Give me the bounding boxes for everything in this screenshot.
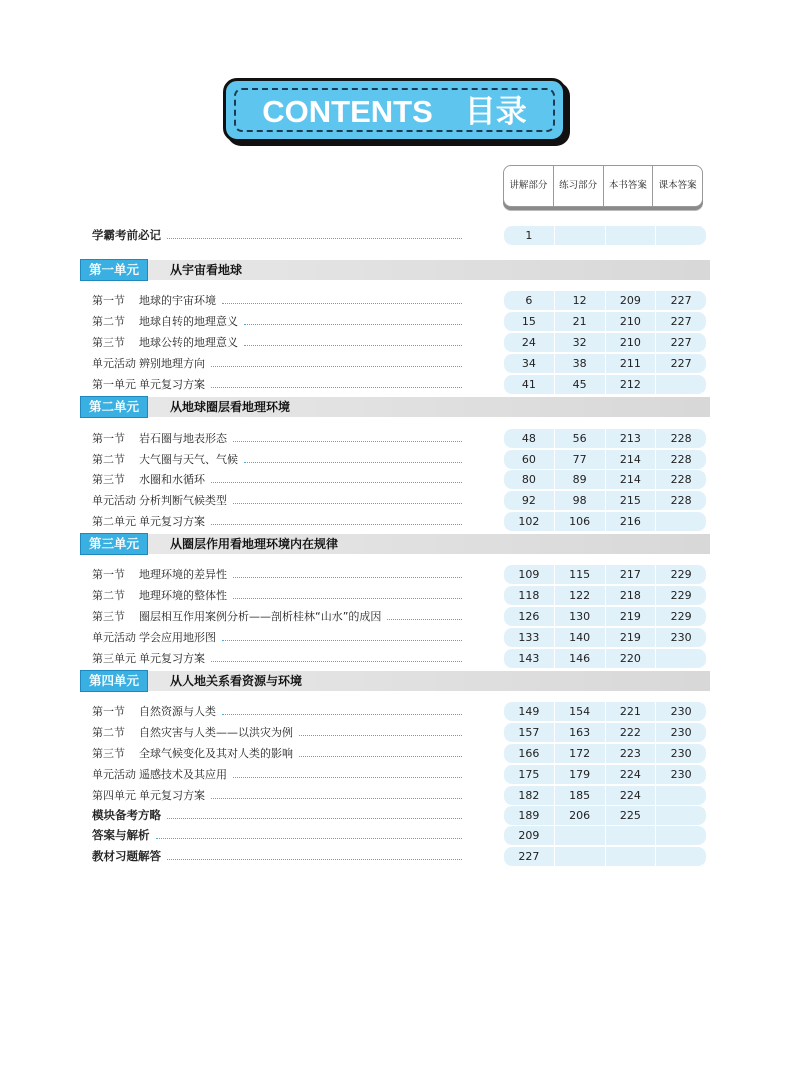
- unit-header[interactable]: [80, 397, 710, 417]
- page-number-cells: [504, 586, 706, 605]
- toc-row[interactable]: [92, 826, 706, 845]
- toc-row[interactable]: [92, 354, 706, 373]
- toc-row-title: 学会应用地形图: [139, 631, 216, 644]
- page-practice: 106: [555, 512, 606, 531]
- column-header-explain: 讲解部分: [504, 166, 554, 206]
- page-practice: 146: [555, 649, 606, 668]
- page-book-answer: [606, 847, 657, 866]
- toc-row-label: 单元活动: [92, 768, 136, 781]
- page-book-answer: 225: [606, 806, 657, 825]
- page-number-cells: [504, 226, 706, 245]
- page-explain: 182: [504, 786, 555, 805]
- page-explain: 157: [504, 723, 555, 742]
- toc-row-label: 答案与解析: [92, 828, 150, 842]
- leader-dots: [211, 366, 462, 367]
- page-number-cells: [504, 333, 706, 352]
- page-number-cells: [504, 312, 706, 331]
- page-explain: 209: [504, 826, 555, 845]
- page-number-cells: [504, 847, 706, 866]
- leader-dots: [244, 324, 462, 325]
- page-number-cells: [504, 702, 706, 721]
- page-book-answer: 210: [606, 312, 657, 331]
- page-explain: 149: [504, 702, 555, 721]
- page-explain: 166: [504, 744, 555, 763]
- leader-dots: [167, 859, 462, 860]
- page-explain: 102: [504, 512, 555, 531]
- page-textbook-answer: [656, 826, 706, 845]
- toc-row[interactable]: [92, 702, 706, 721]
- toc-row-label: 第三单元: [92, 652, 136, 665]
- toc-row-label: 第一单元: [92, 378, 136, 391]
- page-book-answer: 217: [606, 565, 657, 584]
- page-number-cells: [504, 375, 706, 394]
- toc-row-title: 岩石圈与地表形态: [139, 432, 227, 445]
- page-book-answer: 220: [606, 649, 657, 668]
- page-book-answer: 224: [606, 786, 657, 805]
- toc-row[interactable]: [92, 628, 706, 647]
- page-practice: 154: [555, 702, 606, 721]
- toc-row-title: 自然灾害与人类——以洪灾为例: [139, 726, 293, 739]
- page-explain: 175: [504, 765, 555, 784]
- page-practice: 98: [555, 491, 606, 510]
- leader-dots: [211, 661, 462, 662]
- page-explain: 133: [504, 628, 555, 647]
- page-textbook-answer: [656, 512, 706, 531]
- leader-dots: [222, 303, 462, 304]
- page-practice: 21: [555, 312, 606, 331]
- leader-dots: [233, 503, 462, 504]
- unit-badge: 第二单元: [80, 396, 148, 418]
- page-explain: 1: [504, 226, 555, 245]
- unit-badge: 第四单元: [80, 670, 148, 692]
- page-practice: 12: [555, 291, 606, 310]
- page-number-cells: [504, 429, 706, 448]
- page-explain: 34: [504, 354, 555, 373]
- page-textbook-answer: 230: [670, 747, 692, 760]
- leader-dots: [233, 577, 462, 578]
- page-textbook-answer: 228: [670, 432, 692, 445]
- unit-badge: 第三单元: [80, 533, 148, 555]
- page-explain: 143: [504, 649, 555, 668]
- toc-row-title: 自然资源与人类: [139, 705, 216, 718]
- toc-row-label: 单元活动: [92, 357, 136, 370]
- leader-dots: [211, 482, 462, 483]
- page-number-cells: [504, 512, 706, 531]
- page-textbook-answer: 230: [670, 705, 692, 718]
- page-book-answer: 223: [606, 744, 657, 763]
- page-practice: 38: [555, 354, 606, 373]
- unit-badge: 第一单元: [80, 259, 148, 281]
- page-textbook-answer: 229: [670, 610, 692, 623]
- toc-row[interactable]: [92, 312, 706, 331]
- page-explain: 24: [504, 333, 555, 352]
- toc-row-title: 遥感技术及其应用: [139, 768, 227, 781]
- page-book-answer: 214: [606, 470, 657, 489]
- page-book-answer: 219: [606, 607, 657, 626]
- leader-dots: [244, 345, 462, 346]
- page-textbook-answer: 228: [670, 494, 692, 507]
- page-textbook-answer: 227: [670, 336, 692, 349]
- page-explain: 15: [504, 312, 555, 331]
- page-explain: 227: [504, 847, 555, 866]
- toc-row[interactable]: [92, 744, 706, 763]
- toc-row[interactable]: [92, 291, 706, 310]
- toc-row[interactable]: [92, 765, 706, 784]
- page-textbook-answer: [656, 649, 706, 668]
- page-number-cells: [504, 826, 706, 845]
- page-book-answer: 214: [606, 450, 657, 469]
- toc-row-label: 第四单元: [92, 789, 136, 802]
- page-book-answer: 221: [606, 702, 657, 721]
- page-book-answer: 212: [606, 375, 657, 394]
- page-book-answer: 215: [606, 491, 657, 510]
- page-practice: 172: [555, 744, 606, 763]
- toc-row-label: 第三节: [92, 336, 125, 349]
- page-book-answer: [606, 226, 657, 245]
- toc-row-label: 教材习题解答: [92, 849, 161, 863]
- page-number-cells: [504, 450, 706, 469]
- toc-row-title: 单元复习方案: [139, 515, 205, 528]
- title-en: CONTENTS: [262, 94, 433, 129]
- page-book-answer: 216: [606, 512, 657, 531]
- toc-row-label: 模块备考方略: [92, 808, 161, 822]
- toc-row-title: 地理环境的整体性: [139, 589, 227, 602]
- page-practice: 140: [555, 628, 606, 647]
- toc-row-label: 第一节: [92, 705, 125, 718]
- toc-row[interactable]: [92, 450, 706, 469]
- toc-row-label: 第一节: [92, 432, 125, 445]
- toc-row[interactable]: [92, 586, 706, 605]
- page-number-cells: [504, 354, 706, 373]
- page-textbook-answer: 227: [670, 315, 692, 328]
- toc-row[interactable]: [92, 649, 706, 668]
- page-practice: 130: [555, 607, 606, 626]
- page-number-cells: [504, 723, 706, 742]
- unit-header[interactable]: [80, 534, 710, 554]
- page-book-answer: [606, 826, 657, 845]
- page-practice: [555, 226, 606, 245]
- page-explain: 109: [504, 565, 555, 584]
- toc-row-label: 第一节: [92, 568, 125, 581]
- leader-dots: [299, 735, 462, 736]
- page-practice: [555, 847, 606, 866]
- leader-dots: [233, 598, 462, 599]
- toc-row-title: 地球的宇宙环境: [139, 294, 216, 307]
- column-header-book-answers: 本书答案: [604, 166, 654, 206]
- unit-header[interactable]: [80, 671, 710, 691]
- page-textbook-answer: [656, 806, 706, 825]
- toc-row[interactable]: [92, 512, 706, 531]
- page-book-answer: 209: [606, 291, 657, 310]
- toc-row-label: 第一节: [92, 294, 125, 307]
- page-book-answer: 222: [606, 723, 657, 742]
- toc-row-title: 单元复习方案: [139, 652, 205, 665]
- page-explain: 80: [504, 470, 555, 489]
- leader-dots: [156, 838, 462, 839]
- toc-row-title: 地球自转的地理意义: [139, 315, 238, 328]
- contents-banner: [223, 78, 566, 142]
- title-cn: 目录: [464, 94, 527, 130]
- toc-row-title: 单元复习方案: [139, 378, 205, 391]
- toc-row[interactable]: [92, 333, 706, 352]
- column-header-practice: 练习部分: [554, 166, 604, 206]
- toc-row-label: 单元活动: [92, 494, 136, 507]
- toc-row[interactable]: [92, 786, 706, 805]
- page-explain: 126: [504, 607, 555, 626]
- toc-row-title: 辨别地理方向: [139, 357, 205, 370]
- toc-row-title: 地球公转的地理意义: [139, 336, 238, 349]
- leader-dots: [233, 441, 462, 442]
- page-number-cells: [504, 786, 706, 805]
- toc-row[interactable]: [92, 470, 706, 489]
- toc-row-title: 分析判断气候类型: [139, 494, 227, 507]
- toc-row-title: 单元复习方案: [139, 789, 205, 802]
- page-number-cells: [504, 470, 706, 489]
- page-practice: 122: [555, 586, 606, 605]
- page-practice: 179: [555, 765, 606, 784]
- page-number-cells: [504, 744, 706, 763]
- page-textbook-answer: 227: [670, 357, 692, 370]
- leader-dots: [244, 462, 462, 463]
- page-textbook-answer: [656, 847, 706, 866]
- toc-row-label: 单元活动: [92, 631, 136, 644]
- toc-row-label: 第三节: [92, 473, 125, 486]
- toc-row[interactable]: [92, 491, 706, 510]
- toc-row-label: 学霸考前必记: [92, 228, 161, 242]
- page-practice: [555, 826, 606, 845]
- page-number-cells: [504, 291, 706, 310]
- unit-title: 从人地关系看资源与环境: [170, 674, 303, 688]
- leader-dots: [299, 756, 462, 757]
- toc-row-label: 第三节: [92, 610, 125, 623]
- page-book-answer: 211: [606, 354, 657, 373]
- toc-row[interactable]: [92, 565, 706, 584]
- toc-row[interactable]: [92, 806, 706, 825]
- leader-dots: [167, 238, 462, 239]
- page-explain: 92: [504, 491, 555, 510]
- toc-row-label: 第二节: [92, 315, 125, 328]
- page-number-cells: [504, 649, 706, 668]
- page-explain: 118: [504, 586, 555, 605]
- page-explain: 41: [504, 375, 555, 394]
- leader-dots: [387, 619, 462, 620]
- page-textbook-answer: 230: [670, 631, 692, 644]
- page-practice: 32: [555, 333, 606, 352]
- page-practice: 163: [555, 723, 606, 742]
- unit-header[interactable]: [80, 260, 710, 280]
- toc-row-title: 大气圈与天气、气候: [139, 453, 238, 466]
- page-number-cells: [504, 491, 706, 510]
- page-book-answer: 213: [606, 429, 657, 448]
- page-explain: 60: [504, 450, 555, 469]
- page-practice: 45: [555, 375, 606, 394]
- unit-title: 从地球圈层看地理环境: [170, 400, 291, 414]
- leader-dots: [233, 777, 462, 778]
- page-book-answer: 224: [606, 765, 657, 784]
- toc-row[interactable]: [92, 847, 706, 866]
- leader-dots: [211, 387, 462, 388]
- page-textbook-answer: 229: [670, 589, 692, 602]
- page-number-cells: [504, 565, 706, 584]
- toc-row-label: 第二单元: [92, 515, 136, 528]
- page-textbook-answer: 228: [670, 473, 692, 486]
- column-header: [503, 165, 703, 207]
- page-book-answer: 219: [606, 628, 657, 647]
- toc-row-title: 地理环境的差异性: [139, 568, 227, 581]
- page-textbook-answer: [656, 375, 706, 394]
- toc-row[interactable]: [92, 723, 706, 742]
- page-textbook-answer: 229: [670, 568, 692, 581]
- toc-row-title: 全球气候变化及其对人类的影响: [139, 747, 293, 760]
- leader-dots: [211, 798, 462, 799]
- unit-title: 从圈层作用看地理环境内在规律: [170, 537, 339, 551]
- page-practice: 185: [555, 786, 606, 805]
- page-title: [226, 95, 563, 129]
- leader-dots: [167, 818, 462, 819]
- page-textbook-answer: 227: [670, 294, 692, 307]
- toc-row[interactable]: [92, 226, 706, 245]
- column-header-textbook-answers: 课本答案: [658, 180, 697, 191]
- page-explain: 189: [504, 806, 555, 825]
- toc-row[interactable]: [92, 429, 706, 448]
- page-number-cells: [504, 607, 706, 626]
- leader-dots: [222, 714, 462, 715]
- leader-dots: [211, 524, 462, 525]
- toc-row[interactable]: [92, 375, 706, 394]
- page-practice: 89: [555, 470, 606, 489]
- toc-row[interactable]: [92, 607, 706, 626]
- page-textbook-answer: 230: [670, 768, 692, 781]
- toc-row-title: 水圈和水循环: [139, 473, 205, 486]
- leader-dots: [222, 640, 462, 641]
- page-explain: 6: [504, 291, 555, 310]
- page-number-cells: [504, 765, 706, 784]
- page-number-cells: [504, 628, 706, 647]
- page-textbook-answer: [656, 786, 706, 805]
- toc-row-title: 圈层相互作用案例分析——剖析桂林“山水”的成因: [139, 610, 382, 623]
- page-textbook-answer: 228: [670, 453, 692, 466]
- page-practice: 206: [555, 806, 606, 825]
- page-practice: 77: [555, 450, 606, 469]
- toc-row-label: 第三节: [92, 747, 125, 760]
- page-number-cells: [504, 806, 706, 825]
- page-textbook-answer: [656, 226, 706, 245]
- page-textbook-answer: 230: [670, 726, 692, 739]
- toc-row-label: 第二节: [92, 726, 125, 739]
- toc-row-label: 第二节: [92, 589, 125, 602]
- page-explain: 48: [504, 429, 555, 448]
- page-practice: 115: [555, 565, 606, 584]
- toc-row-label: 第二节: [92, 453, 125, 466]
- page-book-answer: 218: [606, 586, 657, 605]
- page-practice: 56: [555, 429, 606, 448]
- unit-title: 从宇宙看地球: [170, 263, 243, 277]
- page-book-answer: 210: [606, 333, 657, 352]
